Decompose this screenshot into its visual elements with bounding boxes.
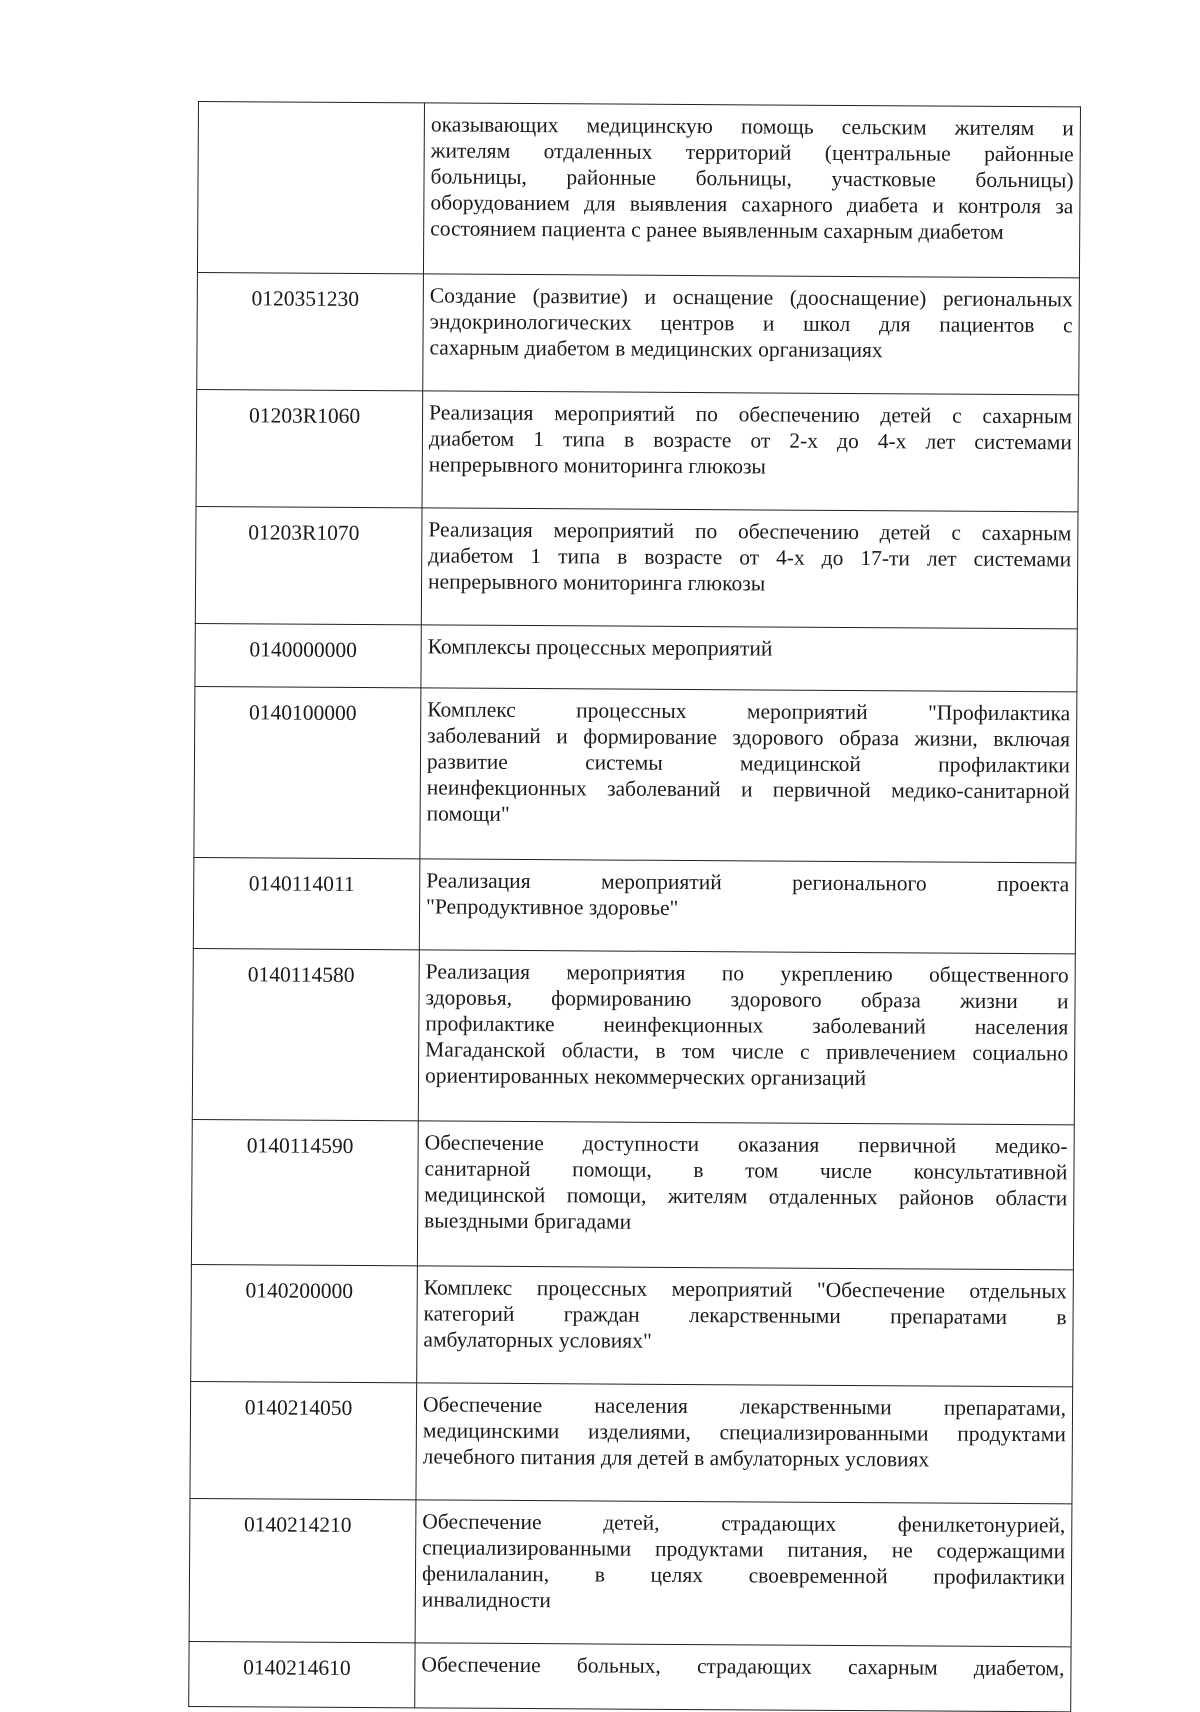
row-description	[420, 688, 1077, 863]
description-line: здоровья, формированию здорового образа жизни и	[425, 985, 1069, 1014]
description-line: состоянием пациента с ранее выявленным сахарным диабетом	[430, 216, 1004, 244]
description-line: сахарным диабетом в медицинских организациях	[429, 335, 883, 363]
row-description	[417, 1266, 1074, 1387]
table-row	[193, 857, 1076, 953]
description-line: заболеваний и формирование здорового образа жизни, включая	[427, 723, 1071, 752]
description-line: Реализация мероприятия по укреплению общественного	[425, 959, 1069, 988]
row-description	[421, 508, 1078, 629]
row-code: 0140114590	[191, 1119, 418, 1265]
description-line: оборудованием для выявления сахарного диабета и контроля за	[430, 190, 1074, 219]
description-line: диабетом 1 типа в возрасте от 4-х до 17-ти лет системами	[428, 543, 1072, 572]
description-line: санитарной помощи, в том числе консультативной	[424, 1156, 1068, 1185]
row-description	[423, 274, 1080, 395]
description-line: лечебного питания для детей в амбулаторных условиях	[422, 1444, 930, 1472]
row-code: 0140214210	[189, 1498, 416, 1642]
row-description	[419, 859, 1076, 954]
description-line: инвалидности	[421, 1587, 551, 1613]
description-line: фенилаланин, в целях своевременной профилактики	[421, 1561, 1066, 1590]
row-description	[423, 103, 1080, 278]
row-description	[421, 625, 1077, 692]
description-line: помощи"	[426, 801, 510, 826]
description-line: специализированными продуктами питания, не содержащими	[422, 1535, 1066, 1564]
description-line: медицинской помощи, жителям отдаленных районов области	[424, 1182, 1068, 1211]
table-row	[196, 389, 1079, 511]
row-code: 01203R1060	[196, 389, 423, 507]
table-row	[192, 948, 1075, 1124]
table-row	[191, 1264, 1074, 1386]
description-line: амбулаторных условиях"	[423, 1327, 652, 1353]
description-line: Комплекс процессных мероприятий "Обеспечение отдельных	[423, 1275, 1067, 1304]
row-description	[415, 1500, 1072, 1647]
budget-codes-table	[188, 101, 1081, 1712]
description-line: непрерывного мониторинга глюкозы	[428, 452, 767, 479]
description-line: жителям отдаленных территорий (центральные районные	[430, 138, 1074, 167]
table-row	[197, 102, 1080, 278]
row-code: 0140000000	[195, 623, 421, 687]
description-line: Магаданской области, в том числе с привлечением социально	[425, 1037, 1069, 1066]
description-line: Реализация мероприятий регионального проекта	[426, 868, 1070, 897]
row-code	[197, 102, 424, 274]
row-code: 0140214610	[189, 1641, 415, 1707]
table-row	[195, 623, 1077, 691]
description-line: Обеспечение детей, страдающих фенилкетонурией,	[422, 1509, 1066, 1538]
row-description	[422, 391, 1079, 512]
row-description	[416, 1383, 1073, 1504]
row-code: 0140114011	[193, 857, 420, 949]
description-line: непрерывного мониторинга глюкозы	[427, 569, 766, 596]
description-line: оказывающих медицинскую помощь сельским жителям и	[430, 112, 1074, 141]
description-line: неинфекционных заболеваний и первичной медико-санитарной	[426, 775, 1070, 804]
row-code: 0140214050	[190, 1381, 417, 1499]
description-line: медицинскими изделиями, специализированными продуктами	[422, 1418, 1066, 1447]
description-line: Комплексы процессных мероприятий	[427, 634, 773, 661]
description-line: категорий граждан лекарственными препаратами в	[423, 1301, 1067, 1330]
description-line: ориентированных некоммерческих организаций	[424, 1063, 867, 1091]
description-line: Обеспечение доступности оказания первичной медико-	[424, 1130, 1068, 1159]
table-body	[189, 102, 1081, 1712]
description-line: Комплекс процессных мероприятий "Профилактика	[427, 697, 1071, 726]
table-row	[194, 686, 1077, 862]
table-row	[189, 1498, 1072, 1646]
description-line: Реализация мероприятий по обеспечению детей с сахарным	[428, 517, 1072, 546]
description-line: больницы, районные больницы, участковые больницы)	[430, 164, 1074, 193]
description-line: развитие системы медицинской профилактики	[426, 749, 1071, 778]
row-code: 0140200000	[191, 1264, 418, 1382]
description-line: диабетом 1 типа в возрасте от 2-х до 4-х лет системами	[428, 426, 1073, 455]
description-line: эндокринологических центров и школ для пациентов с	[429, 309, 1073, 338]
row-description	[418, 950, 1075, 1125]
table-row	[191, 1119, 1074, 1269]
row-description	[417, 1121, 1074, 1270]
row-code: 0140114580	[192, 948, 419, 1120]
table-row	[195, 506, 1078, 628]
description-line: Обеспечение населения лекарственными препаратами,	[422, 1392, 1067, 1421]
description-line: "Репродуктивное здоровье"	[426, 894, 679, 920]
table-row	[197, 272, 1080, 394]
description-line: профилактике неинфекционных заболеваний населения	[425, 1011, 1069, 1040]
row-description	[415, 1643, 1071, 1712]
description-line: Создание (развитие) и оснащение (дооснащение) региональных	[429, 283, 1073, 312]
table-row	[190, 1381, 1073, 1503]
row-code: 01203R1070	[195, 506, 422, 624]
row-code: 0140100000	[194, 686, 421, 858]
description-line: выездными бригадами	[424, 1208, 632, 1234]
row-code: 0120351230	[197, 272, 424, 390]
table-row	[189, 1641, 1071, 1711]
description-line: Обеспечение больных, страдающих сахарным диабетом,	[421, 1652, 1065, 1681]
description-line: Реализация мероприятий по обеспечению детей с сахарным	[429, 400, 1073, 429]
